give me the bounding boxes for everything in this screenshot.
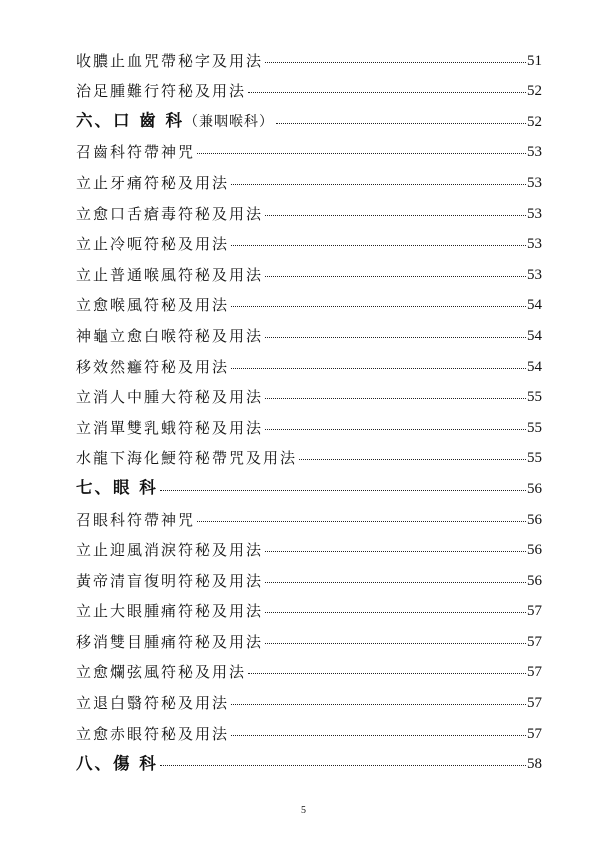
toc-entry-title bbox=[76, 173, 230, 192]
toc-entry bbox=[76, 252, 542, 283]
toc-entry-page: 53 bbox=[527, 236, 542, 253]
toc-entry-title-text: 立愈喉風符秘及用法 bbox=[76, 296, 230, 315]
toc-entry-page: 57 bbox=[527, 633, 542, 650]
toc-entry-title-text: 立退白翳符秘及用法 bbox=[76, 694, 230, 713]
toc-entry-title bbox=[76, 510, 196, 529]
toc-entry bbox=[76, 130, 542, 161]
dot-leader bbox=[231, 368, 526, 369]
toc-entry-title bbox=[76, 632, 264, 651]
toc-entry-page: 58 bbox=[527, 756, 542, 773]
toc-entry-title bbox=[76, 265, 264, 284]
toc-entry-title-text: 立止大眼腫痛符秘及用法 bbox=[76, 602, 264, 621]
toc-entry bbox=[76, 497, 542, 528]
toc-entry-title bbox=[76, 145, 195, 160]
toc-entry-title bbox=[76, 543, 263, 558]
toc-section-heading bbox=[76, 466, 542, 497]
dot-leader bbox=[160, 765, 526, 766]
toc-entry-title-text: 六、口 齒 科 bbox=[76, 111, 184, 131]
toc-entry-page: 53 bbox=[527, 266, 542, 283]
toc-entry bbox=[76, 589, 542, 620]
toc-entry-title-text: 治足腫難行符秘及用法 bbox=[76, 82, 247, 101]
toc-entry-title bbox=[76, 696, 229, 711]
dot-leader bbox=[248, 92, 526, 93]
toc-entry-title-text: 立消單雙乳蛾符秘及用法 bbox=[76, 418, 264, 437]
toc-entry-page: 56 bbox=[527, 511, 542, 528]
toc-entry-title bbox=[76, 357, 230, 376]
dot-leader bbox=[265, 215, 526, 216]
toc-entry-page: 57 bbox=[527, 664, 542, 681]
dot-leader bbox=[265, 337, 526, 338]
toc-entry-title bbox=[76, 298, 229, 313]
toc-entry-title-text: 立止普通喉風符秘及用法 bbox=[76, 265, 264, 284]
toc-entry-title bbox=[76, 326, 264, 345]
dot-leader bbox=[160, 490, 526, 491]
toc-section-heading bbox=[76, 742, 542, 773]
toc-entry-page: 55 bbox=[527, 389, 542, 406]
toc-entry-page: 57 bbox=[527, 695, 542, 712]
toc-entry-page: 55 bbox=[527, 419, 542, 436]
toc-entry bbox=[76, 528, 542, 559]
dot-leader bbox=[265, 612, 526, 613]
dot-leader bbox=[231, 704, 526, 705]
toc-entry bbox=[76, 405, 542, 436]
toc-entry-title-text: 立止牙痛符秘及用法 bbox=[76, 173, 230, 192]
toc-entry-page: 54 bbox=[527, 358, 542, 375]
toc-entry-title bbox=[76, 390, 263, 405]
toc-entry bbox=[76, 558, 542, 589]
toc-entry bbox=[76, 711, 542, 742]
toc-entry-page: 56 bbox=[527, 480, 542, 497]
dot-leader bbox=[197, 521, 526, 522]
toc-entry-title-text: 立消人中腫大符秘及用法 bbox=[76, 388, 264, 407]
toc-entry-page: 51 bbox=[527, 52, 542, 69]
toc-entry-title bbox=[76, 753, 158, 773]
dot-leader bbox=[265, 276, 526, 277]
dot-leader bbox=[265, 551, 526, 552]
toc-entry-page: 53 bbox=[527, 144, 542, 161]
toc-entry-page: 54 bbox=[527, 327, 542, 344]
dot-leader bbox=[231, 245, 526, 246]
toc-entry-page: 52 bbox=[527, 113, 542, 130]
toc-entry bbox=[76, 344, 542, 375]
toc-entry-page: 53 bbox=[527, 205, 542, 222]
dot-leader bbox=[231, 184, 526, 185]
toc-entry bbox=[76, 160, 542, 191]
toc-entry-page: 55 bbox=[527, 450, 542, 467]
toc-entry-title bbox=[76, 51, 264, 70]
toc-entry-title-text: 召眼科符帶神咒 bbox=[76, 510, 196, 529]
dot-leader bbox=[231, 306, 526, 307]
toc-entry-title bbox=[76, 113, 274, 130]
toc-entry-title-text: 水龍下海化鯁符秘帶咒及用法 bbox=[76, 449, 298, 468]
toc-entry bbox=[76, 283, 542, 314]
dot-leader bbox=[265, 429, 526, 430]
dot-leader bbox=[265, 582, 526, 583]
toc-entry-title-text: 立止迎風消淚符秘及用法 bbox=[76, 541, 264, 560]
dot-leader bbox=[299, 459, 526, 460]
toc-entry-title-text: 收膿止血咒帶秘字及用法 bbox=[76, 51, 264, 70]
table-of-contents bbox=[76, 38, 542, 772]
toc-entry-page: 56 bbox=[527, 542, 542, 559]
dot-leader bbox=[248, 673, 526, 674]
toc-entry-title bbox=[76, 237, 229, 252]
toc-entry-title bbox=[76, 418, 264, 437]
toc-entry-title bbox=[76, 204, 264, 223]
toc-entry-title-text: 移效然癰符秘及用法 bbox=[76, 357, 230, 376]
dot-leader bbox=[276, 123, 526, 124]
toc-entry-title-text: 立愈赤眼符秘及用法 bbox=[76, 724, 230, 743]
dot-leader bbox=[265, 62, 526, 63]
toc-entry-title bbox=[76, 84, 246, 99]
toc-entry-title-text: 神龜立愈白喉符秘及用法 bbox=[76, 326, 264, 345]
toc-entry bbox=[76, 650, 542, 681]
toc-entry-page: 54 bbox=[527, 297, 542, 314]
toc-entry-page: 57 bbox=[527, 725, 542, 742]
toc-entry bbox=[76, 69, 542, 100]
toc-section-heading bbox=[76, 99, 542, 130]
toc-entry-title-text: 移消雙目腫痛符秘及用法 bbox=[76, 632, 264, 651]
dot-leader bbox=[197, 153, 526, 154]
toc-entry bbox=[76, 191, 542, 222]
toc-entry bbox=[76, 619, 542, 650]
toc-entry bbox=[76, 680, 542, 711]
toc-entry-title bbox=[76, 724, 230, 743]
dot-leader bbox=[265, 398, 526, 399]
toc-entry-title-text: 立愈爛弦風符秘及用法 bbox=[76, 663, 247, 682]
dot-leader bbox=[265, 643, 526, 644]
dot-leader bbox=[231, 735, 526, 736]
toc-entry-page: 56 bbox=[527, 572, 542, 589]
toc-entry-title bbox=[76, 665, 246, 680]
toc-entry-title bbox=[76, 480, 158, 497]
toc-entry-title-text: 召齒科符帶神咒 bbox=[76, 143, 196, 162]
toc-entry bbox=[76, 375, 542, 406]
toc-entry-title-text: 七、眼 科 bbox=[76, 478, 158, 498]
toc-entry-subtitle: （兼咽喉科） bbox=[184, 114, 274, 131]
toc-entry bbox=[76, 38, 542, 69]
toc-entry bbox=[76, 313, 542, 344]
toc-entry-title-text: 立止冷呃符秘及用法 bbox=[76, 235, 230, 254]
toc-entry-title-text: 黃帝清盲復明符秘及用法 bbox=[76, 571, 264, 590]
toc-entry-title-text: 立愈口舌瘡毒符秘及用法 bbox=[76, 204, 264, 223]
toc-entry-title bbox=[76, 451, 297, 466]
toc-entry bbox=[76, 436, 542, 467]
toc-entry-page: 52 bbox=[527, 83, 542, 100]
toc-entry-title bbox=[76, 571, 264, 590]
toc-entry-page: 53 bbox=[527, 174, 542, 191]
toc-entry-page: 57 bbox=[527, 603, 542, 620]
page-number: 5 bbox=[301, 805, 306, 816]
toc-entry-title bbox=[76, 604, 263, 619]
toc-entry-title-text: 八、傷 科 bbox=[76, 753, 158, 773]
toc-entry bbox=[76, 222, 542, 253]
